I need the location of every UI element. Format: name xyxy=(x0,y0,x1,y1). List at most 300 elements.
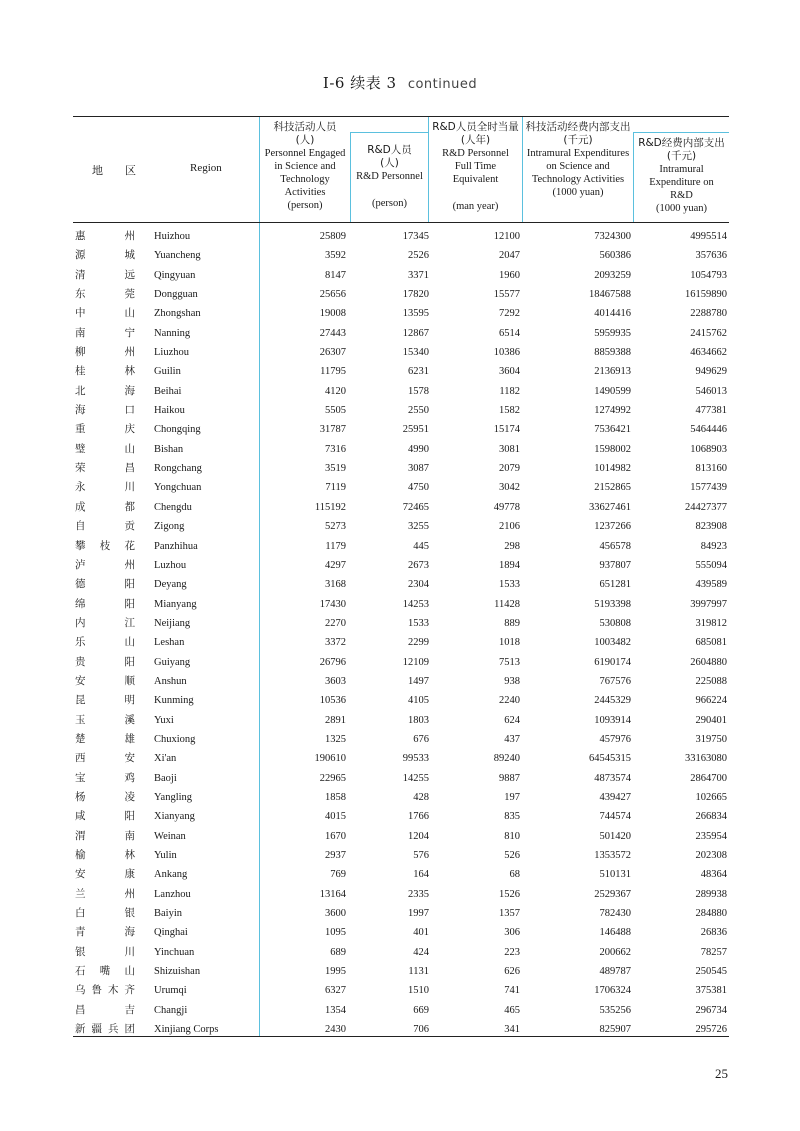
personnel-value: 1325 xyxy=(325,733,346,745)
rd-fte-value: 1018 xyxy=(499,637,520,649)
region-name-zh: 宝鸡 xyxy=(75,771,135,784)
rd-expenditure-value: 284880 xyxy=(695,908,727,920)
st-expenditure-value: 2136913 xyxy=(594,366,631,378)
personnel-value: 1670 xyxy=(325,830,346,842)
rd-personnel-value: 164 xyxy=(413,869,429,881)
region-name-en: Xianyang xyxy=(154,811,195,823)
rd-personnel-value: 1766 xyxy=(408,811,429,823)
region-name-en: Dongguan xyxy=(154,289,198,301)
rd-personnel-value: 4105 xyxy=(408,695,429,707)
rd-fte-value: 10386 xyxy=(493,347,520,359)
header-divider xyxy=(428,117,429,222)
region-name-en: Qinghai xyxy=(154,927,188,939)
region-name-zh: 兰州 xyxy=(75,887,135,900)
table-row xyxy=(73,885,729,904)
rd-expenditure-value: 16159890 xyxy=(685,289,727,301)
rd-personnel-value: 17345 xyxy=(402,231,429,242)
personnel-value: 2270 xyxy=(325,617,346,629)
rd-personnel-value: 25951 xyxy=(402,424,429,436)
st-expenditure-value: 456578 xyxy=(599,540,631,552)
rd-expenditure-value: 296734 xyxy=(695,1004,727,1016)
region-name-en: Yulin xyxy=(154,850,177,861)
rd-fte-value: 223 xyxy=(504,946,520,958)
col2-header-zh: R&D人员 xyxy=(367,144,412,156)
rd-expenditure-value: 202308 xyxy=(695,850,727,861)
col3-header-unit-zh: (人年) xyxy=(460,134,491,146)
personnel-value: 11795 xyxy=(320,366,346,378)
st-expenditure-value: 2445329 xyxy=(594,695,631,707)
rd-fte-value: 437 xyxy=(504,733,520,745)
rd-fte-value: 1182 xyxy=(499,385,520,397)
rd-fte-value: 3081 xyxy=(499,443,520,455)
table-row xyxy=(73,304,729,323)
rd-fte-value: 197 xyxy=(504,791,520,803)
rd-fte-value: 741 xyxy=(504,985,520,997)
col4-header-zh: 科技活动经费内部支出 xyxy=(525,121,631,133)
region-name-en: Panzhihua xyxy=(154,540,198,552)
rd-expenditure-value: 4995514 xyxy=(690,231,727,242)
top-rule xyxy=(73,116,729,117)
region-name-en: Chongqing xyxy=(154,424,201,436)
table-row xyxy=(73,865,729,884)
personnel-value: 2430 xyxy=(325,1024,346,1036)
region-name-en: Changji xyxy=(154,1004,188,1016)
personnel-value: 17430 xyxy=(319,598,346,610)
header-divider xyxy=(522,117,523,222)
st-expenditure-value: 489787 xyxy=(599,966,631,978)
region-name-zh: 自贡 xyxy=(75,520,135,533)
st-expenditure-value: 1274992 xyxy=(594,405,631,417)
personnel-value: 115192 xyxy=(314,501,346,513)
rd-personnel-value: 14253 xyxy=(402,598,429,610)
st-expenditure-value: 18467588 xyxy=(589,289,631,301)
table-row xyxy=(73,227,729,246)
rd-fte-value: 810 xyxy=(504,830,520,842)
region-name-en: Anshun xyxy=(154,675,187,687)
personnel-value: 3168 xyxy=(325,579,346,591)
bottom-rule xyxy=(73,1036,729,1037)
region-name-en: Xinjiang Corps xyxy=(154,1024,219,1036)
region-name-zh: 乐山 xyxy=(75,636,135,649)
region-name-en: Baiyin xyxy=(154,908,182,920)
st-expenditure-value: 2093259 xyxy=(594,269,631,281)
personnel-value: 25809 xyxy=(319,231,346,242)
rd-expenditure-value: 357636 xyxy=(695,250,727,262)
personnel-value: 31787 xyxy=(319,424,346,436)
region-name-zh: 成都 xyxy=(75,500,135,513)
rd-expenditure-value: 949629 xyxy=(695,366,727,378)
rd-fte-value: 526 xyxy=(504,850,520,861)
region-name-en: Urumqi xyxy=(154,985,187,997)
rd-expenditure-value: 2604880 xyxy=(690,656,727,668)
rd-fte-value: 68 xyxy=(509,869,520,881)
rd-expenditure-value: 48364 xyxy=(700,869,727,881)
region-name-en: Beihai xyxy=(154,385,182,397)
rd-personnel-value: 2550 xyxy=(408,405,429,417)
rd-expenditure-value: 1068903 xyxy=(690,443,727,455)
table-row xyxy=(73,517,729,536)
col4-header-unit-en: (1000 yuan) xyxy=(552,187,604,198)
st-expenditure-value: 64545315 xyxy=(589,753,631,765)
rd-expenditure-value: 823908 xyxy=(695,521,727,533)
rd-expenditure-value: 250545 xyxy=(695,966,727,978)
rd-personnel-value: 401 xyxy=(413,927,429,939)
region-name-zh: 源城 xyxy=(75,249,135,262)
table-row xyxy=(73,827,729,846)
region-name-en: Yinchuan xyxy=(154,946,195,958)
region-name-en: Yangling xyxy=(154,791,193,803)
col5-header-zh: R&D经费内部支出 xyxy=(638,137,725,149)
rd-personnel-value: 12109 xyxy=(402,656,429,668)
region-name-zh: 泸州 xyxy=(75,558,135,571)
rd-fte-value: 1582 xyxy=(499,405,520,417)
rd-personnel-value: 424 xyxy=(413,946,429,958)
region-name-zh: 西安 xyxy=(75,752,135,765)
st-expenditure-value: 4873574 xyxy=(594,772,631,784)
table-row xyxy=(73,556,729,575)
rd-expenditure-value: 1577439 xyxy=(690,482,727,494)
region-name-en: Kunming xyxy=(154,695,194,707)
personnel-value: 6327 xyxy=(325,985,346,997)
rd-personnel-value: 17820 xyxy=(402,289,429,301)
col2-header-en: R&D Personnel xyxy=(356,171,423,182)
table-row xyxy=(73,711,729,730)
header-divider xyxy=(350,132,351,222)
personnel-value: 10536 xyxy=(319,695,346,707)
region-name-en: Qingyuan xyxy=(154,269,196,281)
table-row xyxy=(73,672,729,691)
rd-expenditure-value: 24427377 xyxy=(685,501,727,513)
rd-personnel-value: 576 xyxy=(413,850,429,861)
personnel-value: 2937 xyxy=(325,850,346,861)
rd-expenditure-value: 2415762 xyxy=(690,327,727,339)
st-expenditure-value: 2152865 xyxy=(594,482,631,494)
region-name-en: Nanning xyxy=(154,327,191,339)
rd-fte-value: 3042 xyxy=(499,482,520,494)
rd-fte-value: 2240 xyxy=(499,695,520,707)
region-name-en: Chuxiong xyxy=(154,733,196,745)
rd-fte-value: 2106 xyxy=(499,521,520,533)
personnel-value: 3592 xyxy=(325,250,346,262)
st-expenditure-value: 767576 xyxy=(599,675,631,687)
table-row xyxy=(73,324,729,343)
personnel-value: 2891 xyxy=(325,714,346,726)
col1-header-en: Personnel Engaged in Science and Technology Activities xyxy=(264,148,346,198)
personnel-value: 3603 xyxy=(325,675,346,687)
region-name-en: Xi'an xyxy=(154,753,177,765)
region-name-en: Guiyang xyxy=(154,656,191,668)
region-name-zh: 海口 xyxy=(75,404,135,417)
st-expenditure-value: 1490599 xyxy=(594,385,631,397)
region-name-en: Deyang xyxy=(154,579,187,591)
st-expenditure-value: 7324300 xyxy=(594,231,631,242)
st-expenditure-value: 744574 xyxy=(599,811,631,823)
region-name-en: Haikou xyxy=(154,405,185,417)
rd-personnel-value: 3087 xyxy=(408,463,429,475)
col4-header-en: Intramural Expenditures on Science and Technology Activities xyxy=(526,148,630,185)
region-name-zh: 新疆兵团 xyxy=(75,1023,135,1036)
col1-header-zh: 科技活动人员 xyxy=(273,121,337,133)
st-expenditure-value: 501420 xyxy=(599,830,631,842)
st-expenditure-value: 33627461 xyxy=(589,501,631,513)
rd-fte-value: 49778 xyxy=(493,501,520,513)
region-name-zh: 昌吉 xyxy=(75,1003,135,1016)
rd-expenditure-value: 235954 xyxy=(695,830,727,842)
region-name-zh: 咸阳 xyxy=(75,810,135,823)
col1-header-unit-zh: (人) xyxy=(295,134,315,146)
rd-fte-value: 835 xyxy=(504,811,520,823)
rd-personnel-value: 12867 xyxy=(402,327,429,339)
rd-fte-value: 1894 xyxy=(499,559,520,571)
table-row xyxy=(73,846,729,865)
table-row xyxy=(73,653,729,672)
rd-personnel-value: 2304 xyxy=(408,579,429,591)
region-name-en: Mianyang xyxy=(154,598,197,610)
col3-header-unit-en: (man year) xyxy=(452,201,499,212)
st-expenditure-value: 937807 xyxy=(599,559,631,571)
table-row xyxy=(73,904,729,923)
table-row xyxy=(73,382,729,401)
region-name-zh: 昆明 xyxy=(75,694,135,707)
st-expenditure-value: 146488 xyxy=(599,927,631,939)
region-name-en: Leshan xyxy=(154,637,185,649)
table-row xyxy=(73,730,729,749)
table-row xyxy=(73,749,729,768)
table-row xyxy=(73,633,729,652)
rd-expenditure-value: 966224 xyxy=(695,695,727,707)
personnel-value: 19008 xyxy=(319,308,346,320)
rd-fte-value: 2079 xyxy=(499,463,520,475)
rd-expenditure-value: 33163080 xyxy=(685,753,727,765)
rd-expenditure-value: 375381 xyxy=(695,985,727,997)
rd-personnel-value: 2335 xyxy=(408,888,429,900)
table-row xyxy=(73,614,729,633)
region-name-zh: 永川 xyxy=(75,481,135,494)
region-name-zh: 中山 xyxy=(75,307,135,320)
rd-personnel-value: 2673 xyxy=(408,559,429,571)
rd-expenditure-value: 290401 xyxy=(695,714,727,726)
region-name-en: Bishan xyxy=(154,443,184,455)
rd-fte-value: 626 xyxy=(504,966,520,978)
rd-personnel-value: 3255 xyxy=(408,521,429,533)
personnel-value: 4120 xyxy=(325,385,346,397)
region-name-zh: 北海 xyxy=(75,384,135,397)
st-expenditure-value: 6190174 xyxy=(594,656,631,668)
personnel-value: 689 xyxy=(330,946,346,958)
region-name-zh: 乌鲁木齐 xyxy=(75,984,135,997)
region-name-zh: 贵阳 xyxy=(75,655,135,668)
rd-personnel-value: 4750 xyxy=(408,482,429,494)
rd-personnel-value: 1131 xyxy=(408,966,429,978)
rd-expenditure-value: 555094 xyxy=(695,559,727,571)
region-name-zh: 璧山 xyxy=(75,442,135,455)
st-expenditure-value: 439427 xyxy=(599,791,631,803)
col2-header xyxy=(351,144,428,210)
region-name-zh: 桂林 xyxy=(75,365,135,378)
table-row xyxy=(73,285,729,304)
rd-fte-value: 1533 xyxy=(499,579,520,591)
rd-expenditure-value: 295726 xyxy=(695,1024,727,1036)
region-name-zh: 青海 xyxy=(75,926,135,939)
region-name-zh: 内江 xyxy=(75,616,135,629)
table-row xyxy=(73,440,729,459)
rd-personnel-value: 13595 xyxy=(402,308,429,320)
region-name-zh: 攀枝花 xyxy=(75,539,135,552)
rd-fte-value: 1960 xyxy=(499,269,520,281)
st-expenditure-value: 1014982 xyxy=(594,463,631,475)
rd-fte-value: 89240 xyxy=(493,753,520,765)
rd-expenditure-value: 439589 xyxy=(695,579,727,591)
col4-header-unit-zh: (千元) xyxy=(563,134,593,146)
region-name-zh: 绵阳 xyxy=(75,597,135,610)
region-name-zh: 东莞 xyxy=(75,288,135,301)
col3-header-zh: R&D人员全时当量 xyxy=(432,121,519,133)
table-title-label: I-6 续表 3 xyxy=(322,74,397,92)
rd-fte-value: 2047 xyxy=(499,250,520,262)
table-row xyxy=(73,420,729,439)
rd-expenditure-value: 102665 xyxy=(695,791,727,803)
region-name-en: Chengdu xyxy=(154,501,192,513)
table-row xyxy=(73,362,729,381)
personnel-value: 5505 xyxy=(325,405,346,417)
rd-fte-value: 624 xyxy=(504,714,520,726)
rd-expenditure-value: 78257 xyxy=(700,946,727,958)
region-name-zh: 榆林 xyxy=(75,849,135,861)
table-row xyxy=(73,343,729,362)
st-expenditure-value: 1598002 xyxy=(594,443,631,455)
region-name-zh: 柳州 xyxy=(75,346,135,359)
personnel-value: 25656 xyxy=(319,289,346,301)
rd-personnel-value: 1533 xyxy=(408,617,429,629)
region-name-en: Yuxi xyxy=(154,714,174,726)
st-expenditure-value: 1003482 xyxy=(594,637,631,649)
header-divider xyxy=(259,117,260,222)
st-expenditure-value: 1237266 xyxy=(594,521,631,533)
region-name-en: Yongchuan xyxy=(154,482,202,494)
region-name-en: Neijiang xyxy=(154,617,191,629)
region-name-zh: 荣昌 xyxy=(75,462,135,475)
table-row xyxy=(73,459,729,478)
rd-personnel-value: 428 xyxy=(413,791,429,803)
region-name-en: Yuancheng xyxy=(154,250,201,262)
region-header-en: Region xyxy=(190,162,222,174)
rd-expenditure-value: 813160 xyxy=(695,463,727,475)
personnel-value: 1095 xyxy=(325,927,346,939)
col2-header-unit-zh: (人) xyxy=(380,157,399,169)
col1-header-unit-en: (person) xyxy=(287,200,323,211)
region-name-en: Zhongshan xyxy=(154,308,201,320)
rd-personnel-value: 1204 xyxy=(408,830,429,842)
st-expenditure-value: 651281 xyxy=(599,579,631,591)
st-expenditure-value: 457976 xyxy=(599,733,631,745)
table-row xyxy=(73,498,729,517)
rd-personnel-value: 1578 xyxy=(408,385,429,397)
rd-personnel-value: 2299 xyxy=(408,637,429,649)
personnel-value: 22965 xyxy=(319,772,346,784)
table-row xyxy=(73,266,729,285)
region-name-zh: 德阳 xyxy=(75,578,135,591)
st-expenditure-value: 530808 xyxy=(599,617,631,629)
personnel-value: 13164 xyxy=(319,888,346,900)
personnel-value: 27443 xyxy=(319,327,346,339)
col5-header xyxy=(634,137,729,215)
region-name-zh: 渭南 xyxy=(75,829,135,842)
rd-fte-value: 15174 xyxy=(493,424,520,436)
rd-expenditure-value: 289938 xyxy=(695,888,727,900)
table-row xyxy=(73,923,729,942)
header-rule xyxy=(73,222,729,223)
rd-fte-value: 306 xyxy=(504,927,520,939)
st-expenditure-value: 535256 xyxy=(599,1004,631,1016)
col5-header-en: Intramural Expenditure on R&D xyxy=(649,164,714,201)
table-row xyxy=(73,478,729,497)
rd-personnel-value: 706 xyxy=(413,1024,429,1036)
personnel-value: 190610 xyxy=(314,753,346,765)
rd-expenditure-value: 5464446 xyxy=(690,424,727,436)
rd-expenditure-value: 26836 xyxy=(700,927,727,939)
page-number: 25 xyxy=(715,1066,728,1081)
rd-fte-value: 1357 xyxy=(499,908,520,920)
table-row xyxy=(73,807,729,826)
personnel-value: 26307 xyxy=(319,347,346,359)
region-name-zh: 安康 xyxy=(75,868,135,881)
col1-header xyxy=(260,121,350,212)
region-name-en: Weinan xyxy=(154,830,186,842)
table-row xyxy=(73,595,729,614)
rd-fte-value: 15577 xyxy=(493,289,520,301)
rd-personnel-value: 3371 xyxy=(408,269,429,281)
region-name-zh: 石嘴山 xyxy=(75,965,135,978)
st-expenditure-value: 8859388 xyxy=(594,347,631,359)
st-expenditure-value: 825907 xyxy=(599,1024,631,1036)
personnel-value: 1995 xyxy=(325,966,346,978)
table-body xyxy=(73,227,729,1039)
personnel-value: 7316 xyxy=(325,443,346,455)
region-name-zh: 安顺 xyxy=(75,674,135,687)
st-expenditure-value: 5193398 xyxy=(594,598,631,610)
rd-fte-value: 938 xyxy=(504,675,520,687)
rd-expenditure-value: 4634662 xyxy=(690,347,727,359)
header-divider xyxy=(633,132,729,133)
rd-fte-value: 341 xyxy=(504,1024,520,1036)
table-row xyxy=(73,788,729,807)
rd-personnel-value: 1997 xyxy=(408,908,429,920)
rd-expenditure-value: 685081 xyxy=(695,637,727,649)
region-name-en: Luzhou xyxy=(154,559,187,571)
col2-header-unit-en: (person) xyxy=(372,198,407,209)
rd-expenditure-value: 225088 xyxy=(695,675,727,687)
header-divider xyxy=(350,132,428,133)
personnel-value: 3519 xyxy=(325,463,346,475)
rd-personnel-value: 2526 xyxy=(408,250,429,262)
rd-expenditure-value: 546013 xyxy=(695,385,727,397)
region-name-zh: 惠州 xyxy=(75,230,135,242)
personnel-value: 769 xyxy=(330,869,346,881)
col4-header xyxy=(523,121,633,199)
rd-personnel-value: 676 xyxy=(413,733,429,745)
personnel-value: 26796 xyxy=(319,656,346,668)
personnel-value: 1354 xyxy=(325,1004,346,1016)
rd-fte-value: 465 xyxy=(504,1004,520,1016)
rd-expenditure-value: 1054793 xyxy=(690,269,727,281)
personnel-value: 1858 xyxy=(325,791,346,803)
rd-personnel-value: 1803 xyxy=(408,714,429,726)
personnel-value: 1179 xyxy=(325,540,346,552)
rd-personnel-value: 72465 xyxy=(402,501,429,513)
region-name-en: Lanzhou xyxy=(154,888,191,900)
rd-expenditure-value: 3997997 xyxy=(690,598,727,610)
table-title-continued: continued xyxy=(407,77,478,92)
